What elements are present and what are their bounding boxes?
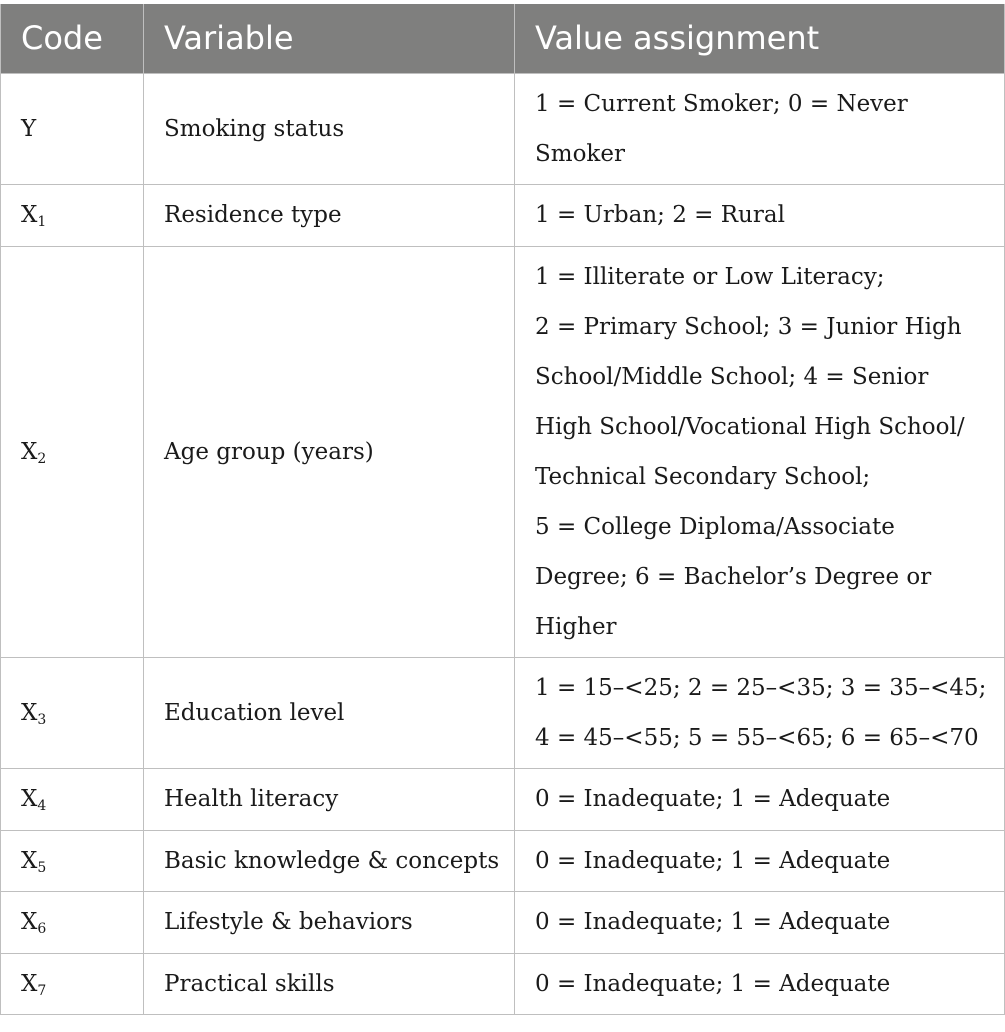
table-row — [1, 184, 1005, 246]
value-cell — [515, 73, 1005, 184]
value-line: School/Middle School; 4 = Senior — [535, 363, 929, 390]
code-subscript: 3 — [37, 711, 47, 728]
code-symbol: Y — [21, 115, 37, 142]
table-header — [1, 4, 1005, 73]
code-cell — [1, 768, 144, 830]
code-subscript: 1 — [37, 214, 47, 230]
value-line: Smoker — [535, 140, 625, 167]
code-symbol: X — [21, 970, 38, 997]
header-value-assignment: Value assignment — [515, 4, 1005, 73]
code-symbol: X — [21, 847, 38, 874]
value-cell — [515, 768, 1005, 830]
variable-cell: Residence type — [144, 184, 515, 246]
value-line: High School/Vocational High School/ — [535, 413, 965, 440]
value-line: 0 = Inadequate; 1 = Adequate — [535, 786, 891, 812]
code-symbol: X — [21, 202, 38, 228]
code-cell — [1, 953, 144, 1014]
value-line: Degree; 6 = Bachelor’s Degree or — [535, 563, 932, 590]
value-line: 5 = College Diploma/Associate — [535, 513, 895, 540]
variable-cell: Education level — [144, 657, 515, 768]
value-line: 1 = Illiterate or Low Literacy; — [535, 263, 885, 290]
code-symbol: X — [21, 909, 38, 935]
variable-assignment-table — [0, 4, 1005, 1015]
code-cell — [1, 184, 144, 246]
table-row — [1, 953, 1005, 1014]
header-code: Code — [1, 4, 144, 73]
value-cell — [515, 830, 1005, 891]
code-symbol: X — [21, 786, 38, 812]
code-symbol: X — [21, 438, 38, 465]
variable-cell: Health literacy — [144, 768, 515, 830]
code-cell — [1, 830, 144, 891]
value-cell — [515, 184, 1005, 246]
value-line: Higher — [535, 613, 617, 640]
value-line: 1 = Current Smoker; 0 = Never — [535, 90, 908, 117]
variable-cell: Smoking status — [144, 73, 515, 184]
table-row — [1, 830, 1005, 891]
variable-cell: Practical skills — [144, 953, 515, 1014]
code-symbol: X — [21, 699, 38, 726]
value-line: Technical Secondary School; — [535, 463, 871, 490]
table-row — [1, 768, 1005, 830]
code-cell — [1, 73, 144, 184]
code-subscript: 6 — [37, 921, 47, 937]
table-row — [1, 657, 1005, 768]
value-cell — [515, 246, 1005, 657]
code-cell — [1, 657, 144, 768]
table-row — [1, 246, 1005, 657]
value-line: 1 = Urban; 2 = Rural — [535, 202, 785, 228]
header-variable: Variable — [144, 4, 515, 73]
value-line: 2 = Primary School; 3 = Junior High — [535, 313, 962, 340]
value-cell — [515, 891, 1005, 953]
variable-cell: Age group (years) — [144, 246, 515, 657]
variable-cell: Basic knowledge & concepts — [144, 830, 515, 891]
value-cell — [515, 953, 1005, 1014]
code-cell — [1, 246, 144, 657]
value-line: 4 = 45–<55; 5 = 55–<65; 6 = 65–<70 — [535, 724, 979, 751]
code-subscript: 7 — [37, 982, 47, 999]
variable-cell: Lifestyle & behaviors — [144, 891, 515, 953]
value-line: 0 = Inadequate; 1 = Adequate — [535, 909, 891, 935]
table-row — [1, 73, 1005, 184]
code-cell — [1, 891, 144, 953]
value-line: 0 = Inadequate; 1 = Adequate — [535, 847, 891, 874]
code-subscript: 4 — [37, 798, 47, 814]
value-cell — [515, 657, 1005, 768]
code-subscript: 5 — [37, 859, 47, 876]
value-line: 1 = 15–<25; 2 = 25–<35; 3 = 35–<45; — [535, 674, 987, 701]
table-row — [1, 891, 1005, 953]
value-line: 0 = Inadequate; 1 = Adequate — [535, 970, 891, 997]
code-subscript: 2 — [37, 450, 47, 467]
